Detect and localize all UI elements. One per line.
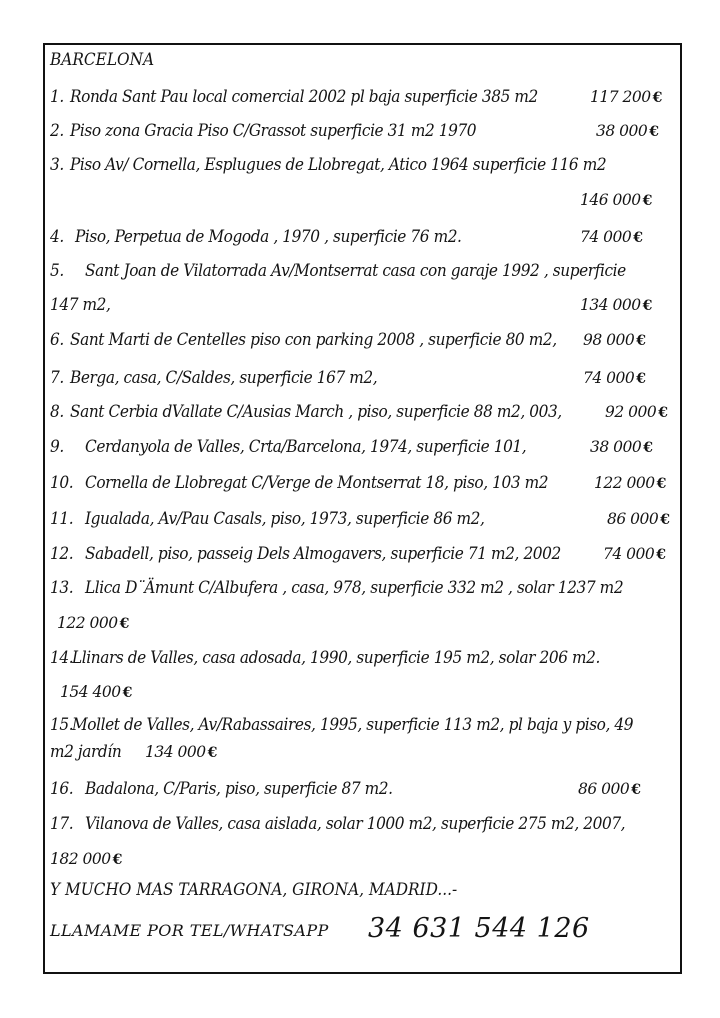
listing-price <box>590 87 662 108</box>
listing-description-cont: 147 m2, <box>50 295 111 314</box>
price-amount: 98 000 <box>583 331 635 349</box>
price-amount: 38 000 <box>590 438 642 456</box>
listing-description: Llinars de Valles, casa adosada, 1990, superficie 195 m2, solar 206 m2. <box>72 648 600 667</box>
listing-number: 9. <box>50 437 64 456</box>
listing-description: Sant Marti de Centelles piso con parking 2008 , superficie 80 m2, <box>70 330 557 349</box>
listing-number: 5. <box>50 261 64 280</box>
price-amount: 86 000 <box>607 510 659 528</box>
listing-description-cont: m2 jardín <box>50 742 122 761</box>
euro-symbol: € <box>119 616 129 632</box>
listing-description: Piso, Perpetua de Mogoda , 1970 , superficie 76 m2. <box>75 227 462 246</box>
listing-price <box>580 190 652 211</box>
euro-symbol: € <box>631 782 641 798</box>
listing-number: 17. <box>50 814 74 833</box>
euro-symbol: € <box>636 333 646 349</box>
contact-label: LLAMAME POR TEL/WHATSAPP <box>50 921 329 940</box>
listing-price <box>607 509 670 530</box>
price-amount: 74 000 <box>580 228 632 246</box>
price-amount: 182 000 <box>50 850 111 868</box>
listing-description: Vilanova de Valles, casa aislada, solar 1000 m2, superficie 275 m2, 2007, <box>85 814 626 833</box>
listing-description: Igualada, Av/Pau Casals, piso, 1973, superficie 86 m2, <box>85 509 485 528</box>
euro-symbol: € <box>643 440 653 456</box>
euro-symbol: € <box>112 852 122 868</box>
euro-symbol: € <box>642 193 652 209</box>
listing-number: 3. <box>50 155 64 174</box>
listing-number: 2. <box>50 121 64 140</box>
euro-symbol: € <box>658 405 668 421</box>
listing-description: Mollet de Valles, Av/Rabassaires, 1995, superficie 113 m2, pl baja y piso, 49 <box>72 715 634 734</box>
listing-number: 14. <box>50 648 74 667</box>
price-amount: 146 000 <box>580 191 641 209</box>
price-amount: 134 000 <box>145 743 206 761</box>
price-amount: 92 000 <box>605 403 657 421</box>
listing-description: Badalona, C/Paris, piso, superficie 87 m2. <box>85 779 393 798</box>
listing-price <box>580 227 643 248</box>
price-amount: 154 400 <box>60 683 121 701</box>
listing-price <box>583 330 646 351</box>
euro-symbol: € <box>122 685 132 701</box>
euro-symbol: € <box>636 371 646 387</box>
listing-description: Llica D¨Ämunt C/Albufera , casa, 978, superficie 332 m2 , solar 1237 m2 <box>85 578 624 597</box>
listing-price <box>590 437 653 458</box>
price-amount: 86 000 <box>578 780 630 798</box>
price-amount: 74 000 <box>583 369 635 387</box>
listing-price <box>596 121 659 142</box>
listing-price <box>57 613 129 634</box>
listing-price <box>578 779 641 800</box>
euro-symbol: € <box>656 547 666 563</box>
listing-number: 12. <box>50 544 74 563</box>
price-amount: 134 000 <box>580 296 641 314</box>
price-amount: 38 000 <box>596 122 648 140</box>
listing-number: 16. <box>50 779 74 798</box>
listing-price <box>583 368 646 389</box>
listing-number: 15. <box>50 715 74 734</box>
price-amount: 122 000 <box>594 474 655 492</box>
listing-description: Sant Joan de Vilatorrada Av/Montserrat casa con garaje 1992 , superficie <box>85 261 626 280</box>
listing-number: 11. <box>50 509 74 528</box>
euro-symbol: € <box>633 230 643 246</box>
phone-number[interactable]: 34 631 544 126 <box>368 913 590 944</box>
listing-price <box>60 682 132 703</box>
listing-price <box>603 544 666 565</box>
listing-number: 7. <box>50 368 64 387</box>
listing-number: 4. <box>50 227 64 246</box>
price-amount: 117 200 <box>590 88 651 106</box>
euro-symbol: € <box>649 124 659 140</box>
listing-number: 10. <box>50 473 74 492</box>
listing-description: Ronda Sant Pau local comercial 2002 pl baja superficie 385 m2 <box>70 87 538 106</box>
euro-symbol: € <box>660 512 670 528</box>
listing-description: Sant Cerbia dVallate C/Ausias March , piso, superficie 88 m2, 003, <box>70 402 562 421</box>
price-amount: 74 000 <box>603 545 655 563</box>
listing-number: 8. <box>50 402 64 421</box>
listing-description: Piso Av/ Cornella, Esplugues de Llobregat, Atico 1964 superficie 116 m2 <box>70 155 607 174</box>
listing-description: Berga, casa, C/Saldes, superficie 167 m2, <box>70 368 378 387</box>
page-title: BARCELONA <box>50 50 155 69</box>
listing-price <box>594 473 666 494</box>
listing-description: Cerdanyola de Valles, Crta/Barcelona, 1974, superficie 101, <box>85 437 527 456</box>
listing-price <box>50 849 122 870</box>
listing-number: 1. <box>50 87 64 106</box>
euro-symbol: € <box>652 90 662 106</box>
listing-price <box>580 295 652 316</box>
listing-number: 6. <box>50 330 64 349</box>
euro-symbol: € <box>656 476 666 492</box>
listing-description: Cornella de Llobregat C/Verge de Montserrat 18, piso, 103 m2 <box>85 473 549 492</box>
more-locations-text: Y MUCHO MAS TARRAGONA, GIRONA, MADRID...- <box>50 880 458 899</box>
listing-description: Sabadell, piso, passeig Dels Almogavers, superficie 71 m2, 2002 <box>85 544 561 563</box>
listing-price <box>145 742 217 763</box>
listing-price <box>605 402 668 423</box>
listing-number: 13. <box>50 578 74 597</box>
euro-symbol: € <box>642 298 652 314</box>
listing-description: Piso zona Gracia Piso C/Grassot superficie 31 m2 1970 <box>70 121 477 140</box>
euro-symbol: € <box>207 745 217 761</box>
price-amount: 122 000 <box>57 614 118 632</box>
